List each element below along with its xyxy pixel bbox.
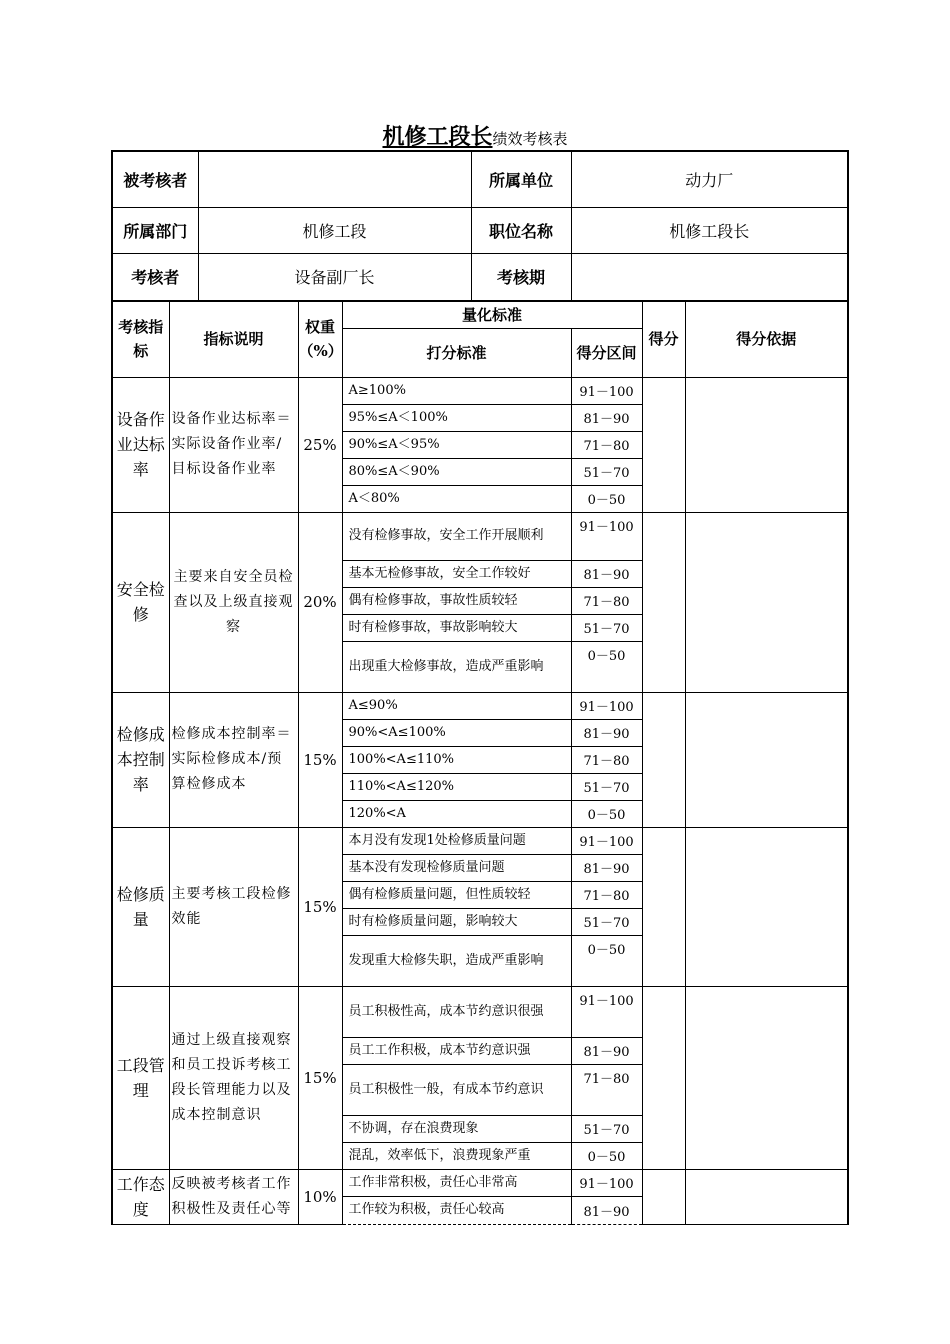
score-cell[interactable] (642, 377, 685, 512)
range-item: 81－90 (571, 719, 642, 746)
range-item: 81－90 (571, 1037, 642, 1064)
col-basis: 得分依据 (685, 301, 848, 377)
indicator-weight: 15% (298, 986, 342, 1169)
col-quant: 量化标准 (342, 301, 642, 328)
criteria-item: A≤90% (342, 692, 571, 719)
indicator-name: 安全检修 (112, 512, 169, 692)
indicator-description: 检修成本控制率＝实际检修成本/预算检修成本 (169, 692, 298, 827)
unit-label: 所属单位 (471, 151, 571, 207)
criteria-item: 员工工作积极，成本节约意识强 (342, 1037, 571, 1064)
score-cell[interactable] (642, 1169, 685, 1224)
examiner-value[interactable]: 设备副厂长 (198, 253, 471, 301)
basis-cell[interactable] (685, 692, 848, 827)
indicator-description: 反映被考核者工作积极性及责任心等 (169, 1169, 298, 1224)
range-item: 0－50 (571, 485, 642, 512)
range-item: 0－50 (571, 800, 642, 827)
indicator-description: 设备作业达标率＝实际设备作业率/目标设备作业率 (169, 377, 298, 512)
criteria-item: 80%≤A＜90% (342, 458, 571, 485)
criteria-item: 120%<A (342, 800, 571, 827)
indicator-weight: 20% (298, 512, 342, 692)
criteria-item: 工作较为积极，责任心较高 (342, 1196, 571, 1224)
indicator-name: 工作态度 (112, 1169, 169, 1224)
range-item: 51－70 (571, 773, 642, 800)
indicator-weight: 15% (298, 692, 342, 827)
indicator-name: 检修质量 (112, 827, 169, 986)
criteria-item: 基本无检修事故，安全工作较好 (342, 560, 571, 587)
criteria-item: 出现重大检修事故，造成严重影响 (342, 641, 571, 692)
range-item: 0－50 (571, 641, 642, 692)
indicator-weight: 15% (298, 827, 342, 986)
indicator-table (111, 300, 849, 1225)
range-item: 51－70 (571, 908, 642, 935)
indicator-description: 主要考核工段检修效能 (169, 827, 298, 986)
range-item: 91－100 (571, 1169, 642, 1196)
examinee-value[interactable] (198, 151, 471, 207)
criteria-item: A＜80% (342, 485, 571, 512)
examinee-label: 被考核者 (112, 151, 198, 207)
range-item: 51－70 (571, 614, 642, 641)
criteria-item: 本月没有发现1处检修质量问题 (342, 827, 571, 854)
unit-value[interactable]: 动力厂 (571, 151, 848, 207)
indicator-description: 主要来自安全员检查以及上级直接观察 (169, 512, 298, 692)
dept-label: 所属部门 (112, 207, 198, 253)
range-item: 0－50 (571, 935, 642, 986)
criteria-item: 工作非常积极，责任心非常高 (342, 1169, 571, 1196)
criteria-item: 90%≤A＜95% (342, 431, 571, 458)
criteria-item: 员工积极性高，成本节约意识很强 (342, 986, 571, 1037)
position-label: 职位名称 (471, 207, 571, 253)
range-item: 81－90 (571, 404, 642, 431)
range-item: 91－100 (571, 827, 642, 854)
criteria-item: 时有检修质量问题，影响较大 (342, 908, 571, 935)
indicator-name: 工段管理 (112, 986, 169, 1169)
form-title (0, 120, 950, 151)
criteria-item: 不协调，存在浪费现象 (342, 1115, 571, 1142)
range-item: 0－50 (571, 1142, 642, 1169)
indicator-description: 通过上级直接观察和员工投诉考核工段长管理能力以及成本控制意识 (169, 986, 298, 1169)
criteria-item: A≥100% (342, 377, 571, 404)
basis-cell[interactable] (685, 827, 848, 986)
range-item: 91－100 (571, 512, 642, 560)
period-value[interactable] (571, 253, 848, 301)
criteria-item: 100%<A≤110% (342, 746, 571, 773)
criteria-item: 110%<A≤120% (342, 773, 571, 800)
col-weight: 权重（%） (298, 301, 342, 377)
basis-cell[interactable] (685, 1169, 848, 1224)
range-item: 91－100 (571, 986, 642, 1037)
indicator-name: 设备作业达标率 (112, 377, 169, 512)
col-description: 指标说明 (169, 301, 298, 377)
range-item: 81－90 (571, 560, 642, 587)
col-score: 得分 (642, 301, 685, 377)
criteria-item: 时有检修事故，事故影响较大 (342, 614, 571, 641)
criteria-item: 发现重大检修失职，造成严重影响 (342, 935, 571, 986)
criteria-item: 员工积极性一般，有成本节约意识 (342, 1064, 571, 1115)
range-item: 71－80 (571, 881, 642, 908)
basis-cell[interactable] (685, 377, 848, 512)
indicator-weight: 25% (298, 377, 342, 512)
score-cell[interactable] (642, 986, 685, 1169)
indicator-name: 检修成本控制率 (112, 692, 169, 827)
examiner-label: 考核者 (112, 253, 198, 301)
range-item: 71－80 (571, 587, 642, 614)
range-item: 71－80 (571, 1064, 642, 1115)
criteria-item: 90%<A≤100% (342, 719, 571, 746)
header-info-table (111, 150, 849, 302)
range-item: 71－80 (571, 746, 642, 773)
criteria-item: 没有检修事故，安全工作开展顺利 (342, 512, 571, 560)
score-cell[interactable] (642, 827, 685, 986)
dept-value[interactable]: 机修工段 (198, 207, 471, 253)
col-indicator: 考核指标 (112, 301, 169, 377)
position-value[interactable]: 机修工段长 (571, 207, 848, 253)
criteria-item: 基本没有发现检修质量问题 (342, 854, 571, 881)
range-item: 51－70 (571, 1115, 642, 1142)
form-title-main: 机修工段长 (382, 124, 493, 150)
criteria-item: 混乱，效率低下，浪费现象严重 (342, 1142, 571, 1169)
range-item: 91－100 (571, 692, 642, 719)
criteria-item: 偶有检修事故，事故性质较轻 (342, 587, 571, 614)
range-item: 71－80 (571, 431, 642, 458)
range-item: 81－90 (571, 1196, 642, 1224)
period-label: 考核期 (471, 253, 571, 301)
range-item: 51－70 (571, 458, 642, 485)
range-item: 81－90 (571, 854, 642, 881)
basis-cell[interactable] (685, 986, 848, 1169)
indicator-weight: 10% (298, 1169, 342, 1224)
score-cell[interactable] (642, 512, 685, 692)
form-title-sub: 绩效考核表 (492, 130, 568, 148)
basis-cell[interactable] (685, 512, 848, 692)
col-criteria: 打分标准 (342, 328, 571, 377)
col-range: 得分区间 (571, 328, 642, 377)
criteria-item: 偶有检修质量问题，但性质较轻 (342, 881, 571, 908)
criteria-item: 95%≤A＜100% (342, 404, 571, 431)
score-cell[interactable] (642, 692, 685, 827)
range-item: 91－100 (571, 377, 642, 404)
